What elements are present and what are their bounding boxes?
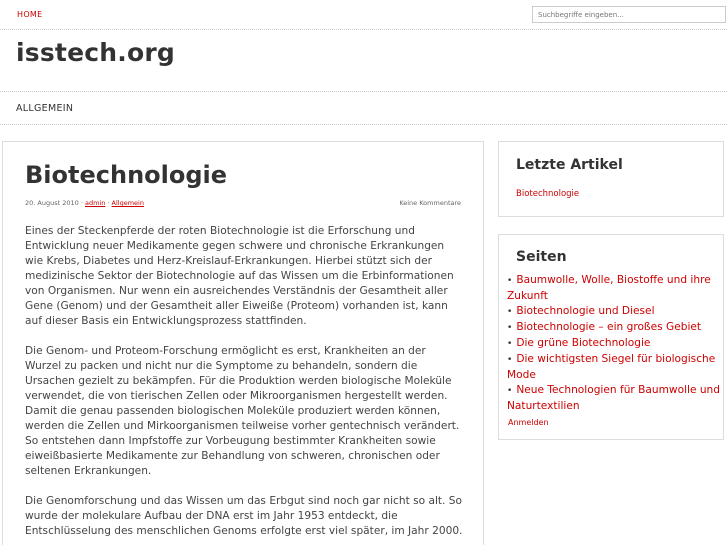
nav-item-allgemein[interactable]: ALLGEMEIN <box>16 103 74 114</box>
page-item[interactable]: • Die wichtigsten Siegel für biologische Mode <box>507 353 716 381</box>
post-date: 20. August 2010 <box>25 199 79 207</box>
post-content <box>2 141 484 545</box>
page-item[interactable]: • Die grüne Biotechnologie <box>507 337 651 349</box>
bullet-icon: • <box>507 307 513 317</box>
pages-widget <box>498 234 724 440</box>
post-author-link[interactable]: admin <box>84 199 106 207</box>
post-paragraph: Eines der Steckenpferde der roten Biotechnologie ist die Erforschung und Entwicklung neuer Medikamente gegen schwere und chronische Erkrankungen wie Krebs, Diabetes und Herz-Kreislauf-Erkrankungen. Hierbei stützt sich der medizinische Sektor der Biotechnologie auf das Wissen um die Erbinformationen von Organismen. Nur wenn ein ausreichendes Verständnis der Gesamtheit aller Gene (Genom) und der Gesamtheit aller Eiweiße (Proteom) vorhanden ist, kann auf dieser Basis ein Entwicklungsprozess stattfinden. <box>25 225 454 327</box>
pages-title: Seiten <box>516 249 567 265</box>
recent-posts-title: Letzte Artikel <box>516 157 623 173</box>
site-title[interactable]: isstech.org <box>16 38 175 67</box>
recent-posts-widget <box>498 141 724 217</box>
page-item[interactable]: • Neue Technologien für Baumwolle und Naturtextilien <box>507 384 720 412</box>
post-body <box>25 224 465 545</box>
post-category-link[interactable]: Allgemein <box>111 199 144 207</box>
main-nav <box>0 91 727 125</box>
post-paragraph: Die Genom- und Proteom-Forschung ermöglicht es erst, Krankheiten an der Wurzel zu packen und nicht nur die Symptome zu behandeln, sondern die Ursachen gezielt zu bekämpfen. Für die Produktion werden biologische Moleküle verwendet, die von tierischen Zellen oder Mikroorganismen hergestellt werden. Damit die genau passenden biologischen Moleküle produziert werden können, werden die Zellen und Mirkoorganismen teilweise vorher gentechnisch verändert. So entstehen dann Impfstoffe zur Vorbeugung bestimmter Krankheiten sowie eiweißbasierte Medikamente zur Behandlung von schweren, chronischen oder seltenen Erkrankungen. <box>25 345 460 477</box>
post-meta: 20. August 2010 · admin · Allgemein <box>25 199 144 207</box>
recent-post-link[interactable]: Biotechnologie <box>516 189 580 199</box>
search-input[interactable] <box>532 6 726 23</box>
home-link[interactable]: HOME <box>17 10 43 19</box>
bullet-icon: • <box>507 276 513 286</box>
comments-link[interactable]: Keine Kommentare <box>399 199 461 207</box>
top-bar <box>0 0 727 30</box>
page-item[interactable]: • Baumwolle, Wolle, Biostoffe und ihre Zukunft <box>507 274 711 302</box>
pages-list <box>507 273 723 414</box>
post-title[interactable]: Biotechnologie <box>25 161 228 189</box>
bullet-icon: • <box>507 339 513 349</box>
post-paragraph: Die Genomforschung und das Wissen um das Erbgut sind noch gar nicht so alt. So wurde der molekulare Aufbau der DNA erst im Jahr 1953 entdeckt, die Entschlüsselung des menschlichen Genoms erfolgte erst viel später, im Jahr 2000. <box>25 495 463 537</box>
bullet-icon: • <box>507 323 513 333</box>
bullet-icon: • <box>507 386 513 396</box>
page-item[interactable]: • Biotechnologie – ein großes Gebiet <box>507 321 702 333</box>
page-item[interactable]: • Biotechnologie und Diesel <box>507 305 655 317</box>
bullet-icon: • <box>507 355 513 365</box>
login-link[interactable]: Anmelden <box>508 418 549 427</box>
